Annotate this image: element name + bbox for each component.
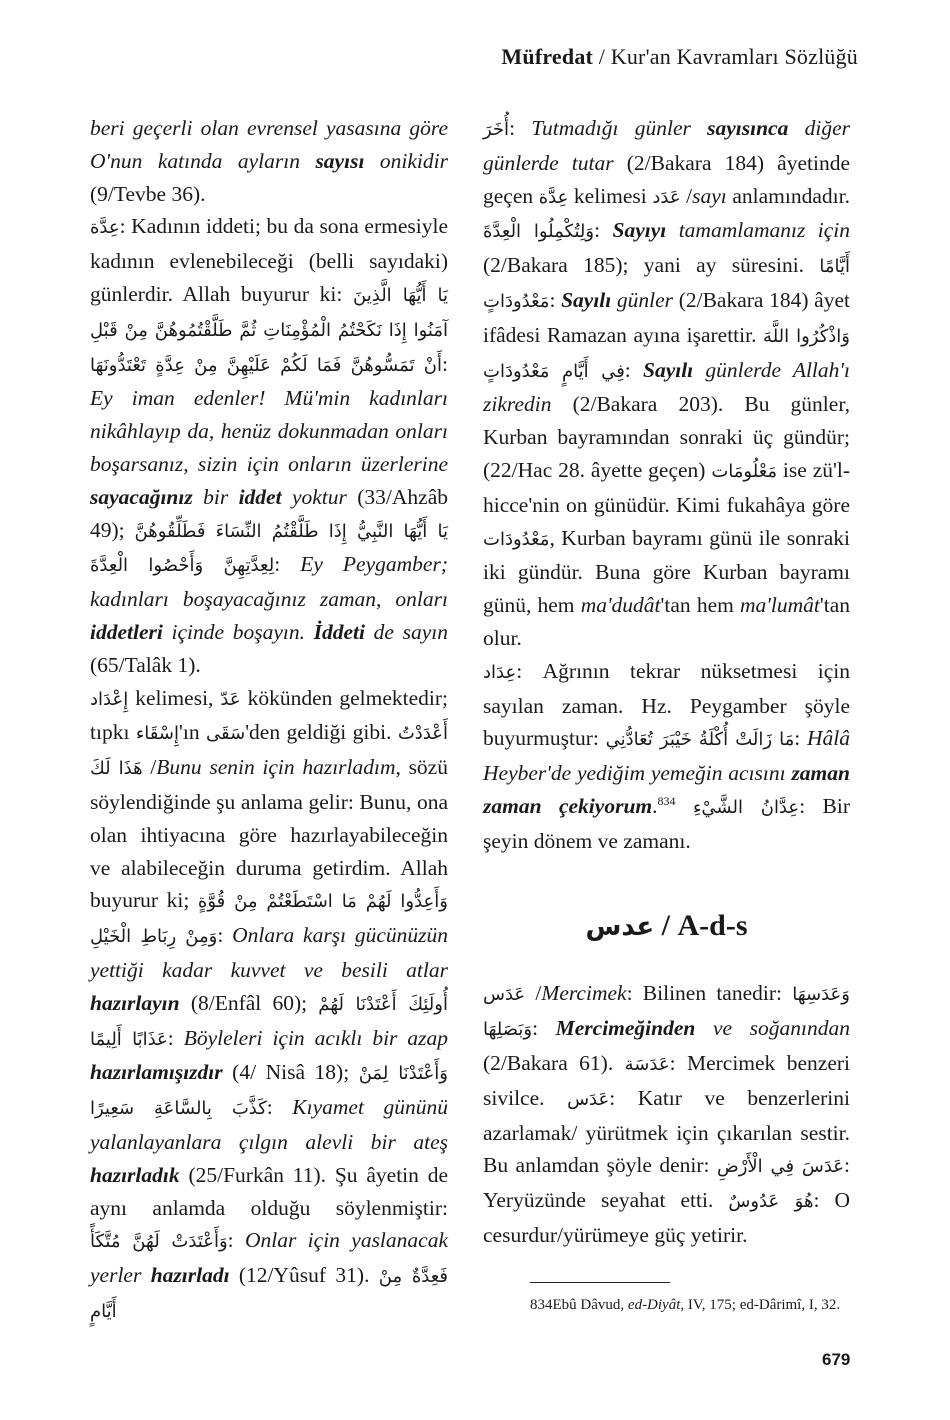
text-run: /: [680, 183, 693, 208]
text-run: 'den geldiği gibi.: [245, 720, 398, 745]
italic-run: Kıyamet gününü yalanlayanlara çılgın alevli bir ateş: [90, 1095, 448, 1154]
italic-run: onikidir: [364, 148, 448, 173]
text-run: /: [525, 981, 542, 1006]
text-run: :: [794, 726, 807, 751]
text-run: : Yeryüzünde seyahat etti.: [483, 1153, 850, 1213]
text-run: : Katır ve benzerlerini azarlamak/ yürütmek için çıkarılan sestir. Bu anlamdan şöyle denir:: [483, 1085, 851, 1178]
bold-italic-run: Sayıyı: [612, 218, 667, 243]
right-column-text: [483, 112, 850, 858]
italic-run: de sayın: [365, 619, 448, 644]
italic-run: ma'lumât: [740, 593, 820, 618]
italic-run: Mercimek: [541, 981, 627, 1006]
italic-run: sayı: [692, 183, 727, 208]
text-run: :: [624, 357, 643, 382]
text-run: (65/Talâk 1).: [90, 652, 201, 677]
italic-run: tamamlamanız için: [666, 218, 851, 243]
running-header: [501, 44, 858, 70]
text-run: (9/Tevbe 36).: [90, 181, 206, 206]
arabic-run: يَا أَيُّهَا الَّذِينَ آمَنُوا إِذَا نَكَحْتُمُ الْمُؤْمِنَاتِ ثُمَّ طَلَّقْتُمُوهُنَّ مِنْ قَبْلِ أَنْ تَمَسُّوهُنَّ فَمَا لَكُمْ عَلَيْهِنَّ مِنْ عِدَّةٍ تَعْتَدُّونَهَا: [90, 284, 448, 376]
italic-run: bir: [192, 484, 239, 509]
text-run: (2/Bakara 184) âyet ifâdesi Ramazan ayına işarettir.: [483, 287, 850, 347]
text-run: kelimesi,: [128, 685, 221, 710]
text-run: : Bilinen tanedir:: [626, 981, 793, 1006]
arabic-run: وَأَعْتَدْنَا لِمَنْ كَذَّبَ بِالسَّاعَةِ سَعِيرًا: [90, 1063, 449, 1120]
italic-run: diğer günlerde tutar: [483, 116, 850, 175]
italic-run: Bunu senin için hazırladım: [156, 755, 396, 780]
footnote-text-2: , IV, 175; ed-Dârimî, I, 32.: [680, 1297, 841, 1313]
arabic-run: فَعِدَّةٌ مِنْ أَيَّامٍ: [90, 1266, 448, 1322]
italic-run: beri geçerli olan evrensel yasasına göre O'nun katında ayların: [90, 116, 448, 173]
footnote: [530, 1293, 860, 1317]
bold-italic-run: Sayılı: [642, 357, 694, 382]
bold-italic-run: hazırladı: [150, 1263, 230, 1288]
arabic-run: عَدّ: [220, 688, 241, 710]
bold-italic-run: iddetleri: [90, 619, 163, 644]
text-run: ise zü'l-hicce'nin on günüdür. Kimi fukahâya göre: [483, 457, 851, 517]
bold-italic-run: iddet: [238, 484, 282, 509]
text-run: , Kurban bayramı günü ile sonraki iki gündür. Buna göre Kurban bayramı günü, hem: [483, 525, 850, 618]
italic-run: Hâlâ Heyber'de yediğim yemeğin acısını: [483, 726, 850, 786]
section-heading-latin: / A-d-s: [654, 908, 748, 942]
arabic-run: عِدَّة: [90, 217, 120, 239]
arabic-run: يَا أَيُّهَا النَّبِيُّ إِذَا طَلَّقْتُمُ النِّسَاءَ فَطَلِّقُوهُنَّ لِعِدَّتِهِنَّ وَأَحْصُوا الْعِدَّةَ: [90, 520, 449, 577]
header-title-bold: Müfredat: [501, 44, 594, 69]
arabic-run: وَلِتُكْمِلُوا الْعِدَّةَ: [483, 221, 595, 243]
text-run: : Mercimek benzeri sivilce.: [483, 1050, 850, 1110]
text-run: (2/Bakara 185); yani ay süresini.: [483, 253, 820, 278]
text-run: 'tan olur.: [483, 593, 850, 650]
text-run: anlamındadır.: [726, 183, 850, 208]
text-run: :: [266, 1095, 293, 1120]
text-run: :: [442, 351, 448, 376]
arabic-run: عِدَّانُ الشَّيْءِ: [692, 796, 800, 818]
italic-run: günlerde Allah'ı zikredin: [483, 357, 850, 417]
text-run: 'ın: [178, 720, 206, 745]
bold-italic-run: hazırlamışızdır: [90, 1060, 223, 1085]
arabic-run: وَاذْكُرُوا اللَّهَ فِي أَيَّامٍ مَعْدُودَاتٍ: [483, 325, 850, 382]
right-column: [483, 112, 850, 1252]
text-run: [676, 794, 693, 818]
italic-run: Ey Peygamber; kadınları boşayacağınız zaman, onları: [90, 552, 448, 612]
italic-run: Tutmadığı günler: [531, 116, 708, 140]
page-number: 679: [822, 1350, 851, 1369]
section-heading-arabic: عدس: [585, 911, 655, 942]
text-run: /: [142, 755, 157, 780]
arabic-run: أَعْدَدْتُ هَذَا لَكَ: [90, 723, 449, 780]
text-run: :: [274, 552, 301, 577]
text-run: kelimesi: [568, 183, 653, 208]
text-run: (2/Bakara 203). Bu günler, Kurban bayramından sonraki üç gündür; (22/Hac 28. âyette geçen): [483, 392, 850, 482]
bold-italic-run: hazırlayın: [90, 990, 180, 1015]
arabic-run: هُوَ عَدُوسٌ: [728, 1191, 814, 1213]
header-title-rest: / Kur'an Kavramları Sözlüğü: [593, 44, 858, 69]
text-run: : O cesurdur/yürümeye güç yetirir.: [483, 1188, 851, 1247]
footnote-divider: [530, 1282, 670, 1283]
text-run: (33/Ahzâb 49);: [90, 484, 448, 542]
text-run: :: [594, 218, 613, 243]
section-heading: [483, 910, 850, 944]
arabic-run: عَدَس: [483, 984, 526, 1006]
arabic-run: مَا زَالَتْ أُكْلَةُ خَيْبَرَ تُعَادُّنِي: [605, 729, 795, 751]
arabic-run: أَيَّامًا مَعْدُودَاتٍ: [483, 256, 850, 312]
arabic-run: عَدَسَة: [624, 1053, 670, 1075]
text-run: (8/Enfâl 60);: [179, 990, 319, 1015]
arabic-run: وَأَعْتَدَتْ لَهُنَّ مُتَّكَأً: [90, 1231, 228, 1253]
italic-run: Ey iman edenler! Mü'min kadınları nikâhlayıp da, henüz dokunmadan onları boşarsanız, sizin için onların üzerlerine: [90, 386, 448, 476]
arabic-run: عَدَسَ فِي الْأَرْضِ: [716, 1156, 845, 1178]
arabic-run: أُولَئِكَ أَعْتَدْنَا لَهُمْ عَذَابًا أَلِيمًا: [90, 993, 448, 1050]
bold-italic-run: Mercimeğinden: [555, 1016, 696, 1041]
italic-run: içinde boşayın.: [162, 619, 314, 644]
italic-run: Onlara karşı gücünüzün yettiği kadar kuvvet ve besili atlar: [90, 923, 449, 982]
text-run: 'tan hem: [660, 593, 740, 618]
text-run: : Kadının iddeti; bu da sona ermesiyle kadının evlenebileceği (belli sayıdaki) günlerdir. Allah buyurur ki:: [90, 214, 448, 306]
text-run: (2/Bakara 61).: [483, 1050, 625, 1075]
arabic-run: سَقَى: [205, 723, 246, 745]
text-run: (4/ Nisâ 18);: [222, 1060, 359, 1085]
italic-run: ve soğanından: [695, 1016, 850, 1041]
arabic-run: عِدَاد: [483, 661, 517, 683]
text-run: :: [167, 1025, 184, 1050]
bold-italic-run: Sayılı: [561, 287, 612, 312]
text-run: .: [652, 793, 658, 818]
italic-run: günler: [611, 287, 674, 312]
arabic-run: وَعَدَسِهَا وَبَصَلِهَا: [483, 984, 850, 1041]
bold-italic-run: İddeti: [313, 619, 365, 644]
italic-run: Onlar için yaslanacak yerler: [90, 1228, 448, 1288]
arabic-run: وَأَعِدُّوا لَهُمْ مَا اسْتَطَعْتُمْ مِنْ قُوَّةٍ وَمِنْ رِبَاطِ الْخَيْلِ: [90, 891, 448, 948]
arabic-run: عَدَس: [567, 1088, 610, 1110]
footnote-text-1: Ebû Dâvud,: [552, 1297, 628, 1313]
arabic-run: مَعْدُودَات: [483, 528, 550, 550]
text-run: :: [509, 116, 532, 140]
bold-italic-run: hazırladık: [90, 1162, 180, 1187]
text-run: kökünden gelmektedir; tıpkı: [90, 685, 448, 745]
italic-run: ma'dudât: [580, 593, 661, 618]
italic-run: Böyleleri için acıklı bir azap: [183, 1025, 448, 1050]
arabic-run: عِدَّة: [538, 186, 569, 208]
bold-italic-run: sayısı: [315, 148, 365, 173]
arabic-run: إِعْدَاد: [90, 688, 129, 710]
arabic-run: مَعْلُومَات: [711, 460, 778, 482]
text-run: :: [549, 287, 562, 312]
text-run: (12/Yûsuf 31).: [229, 1263, 379, 1288]
arabic-run: أُخَرَ: [483, 119, 510, 140]
bold-italic-run: sayacağınız: [90, 484, 193, 509]
footnote-number: 834: [530, 1297, 553, 1313]
footnote-ref: 834: [657, 793, 676, 808]
text-run: :: [532, 1016, 556, 1041]
bold-italic-run: sayısınca: [707, 116, 789, 140]
bold-italic-run: zaman zaman çekiyorum: [483, 761, 850, 818]
footnote-source-title: ed-Diyât: [627, 1297, 681, 1313]
text-run: , sözü söylendiğinde şu anlama gelir: Bunu, ona olan ihtiyacına göre hazırlayabileceğin ve alabileceğin duruma getirdim. Allah buyurur ki;: [90, 755, 448, 913]
text-run: (25/Furkân 11). Şu âyetin de aynı anlamda olduğu söylenmiştir:: [90, 1162, 448, 1220]
text-run: : Bir şeyin dönem ve zamanı.: [483, 793, 851, 853]
arabic-run: إِسْقَاء: [135, 723, 179, 745]
text-run: : Ağrının tekrar nüksetmesi için sayılan zaman. Hz. Peygamber şöyle buyurmuştur:: [483, 658, 850, 751]
text-run: :: [217, 923, 233, 948]
section-body-text: [483, 977, 850, 1251]
text-run: :: [227, 1228, 245, 1253]
left-column-text: [90, 112, 448, 1329]
left-column: [90, 112, 448, 1329]
italic-run: yoktur: [281, 484, 347, 509]
text-run: (2/Bakara 184) âyetinde geçen: [483, 150, 850, 208]
arabic-run: عَدَد: [652, 186, 681, 208]
